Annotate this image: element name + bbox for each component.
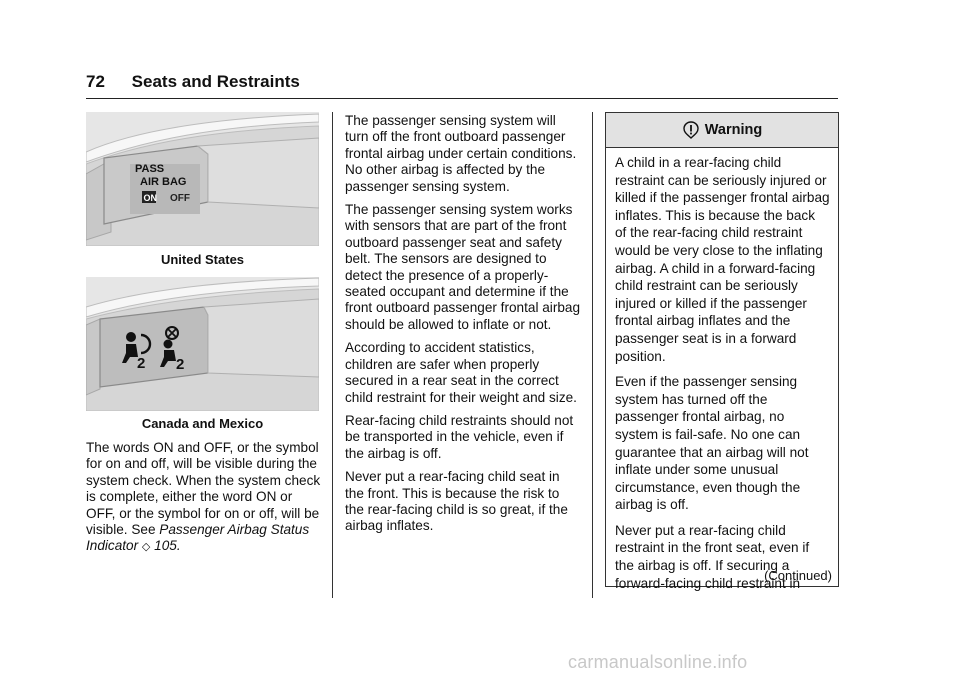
column-divider-right: [592, 112, 593, 598]
column-1-text: [86, 440, 322, 563]
warning-paragraph-3: Never put a rear-facing child restraint in the front seat, even if the airbag is off. If securing a forward-facing child restraint in: [615, 522, 810, 591]
canada-digit-right: 2: [176, 356, 185, 373]
canada-digit-left: 2: [137, 355, 146, 372]
page-number: 72: [86, 72, 105, 91]
column-2-text: [345, 113, 581, 542]
warning-paragraph-2: Even if the passenger sensing system has turned off the passenger frontal airbag, no system is fail-safe. No one can guarantee that an airbag will not inflate under some unusual circumstance, even though the airbag is off.: [615, 374, 809, 513]
continued-label: (Continued): [764, 568, 832, 583]
us-on-label: ON: [143, 193, 157, 203]
warning-paragraph-1: A child in a rear-facing child restraint can be seriously injured or killed if the passenger frontal airbag inflates. This is because the back of the rear-facing child restraint would be very close to the inflating airbag. A child in a forward-facing child restraint can be seriously injured or killed if the passenger frontal airbag inflates and the passenger seat is in a forward position.: [615, 155, 830, 364]
warning-caution-icon: [682, 121, 700, 139]
xref-page[interactable]: 105: [154, 538, 177, 554]
watermark: carmanualsonline.info: [568, 652, 748, 672]
col2-paragraph-1: The passenger sensing system will turn off the front outboard passenger frontal airbag under certain conditions. No other airbag is affected by the passenger sensing system.: [345, 113, 577, 194]
warning-header: [606, 113, 838, 148]
col2-paragraph-5: Never put a rear-facing child seat in the front. This is because the risk to the rear-facing child is so great, if the airbag inflates.: [345, 469, 568, 534]
figure-us-indicator: [86, 112, 319, 246]
xref-title[interactable]: Passenger Airbag Status Indicator: [86, 522, 310, 554]
col1-paragraph: [86, 440, 322, 556]
column-divider-left: [332, 112, 333, 598]
figure-caption-canada: Canada and Mexico: [141, 416, 264, 431]
warning-body: [606, 148, 838, 592]
figure-canada-indicator: [86, 277, 319, 411]
us-pass-label: PASS: [135, 163, 165, 175]
us-indicator-illustration: [86, 112, 319, 246]
xref-period: .: [176, 538, 181, 554]
figure-caption-us: United States: [160, 252, 245, 267]
us-airbag-label: AIR BAG: [140, 176, 187, 188]
col2-paragraph-2: The passenger sensing system works with sensors that are part of the front outboard passenger seat and safety belt. The sensors are designed to detect the presence of a properly-seated occupant and determine if the front outboard passenger frontal airbag should be allowed to inflate or not.: [345, 202, 581, 332]
section-title: Seats and Restraints: [131, 72, 300, 91]
canada-indicator-illustration: [86, 277, 319, 411]
us-off-label: OFF: [170, 193, 190, 204]
xref-arrow-icon: ◇: [141, 541, 151, 554]
warning-title: Warning: [704, 122, 763, 138]
header-rule: [86, 98, 838, 99]
col2-paragraph-3: According to accident statistics, children are safer when properly secured in a rear seat in the correct child restraint for their weight and size.: [345, 340, 577, 405]
col2-paragraph-4: Rear-facing child restraints should not be transported in the vehicle, even if the airbag is off.: [345, 412, 574, 461]
page-header: [86, 72, 300, 92]
col1-body: The words ON and OFF, or the symbol for on and off, will be visible during the system check. When the system check is complete, either the word ON or OFF, or the symbol for on or off, will be visible. See: [86, 440, 321, 538]
warning-box: [605, 112, 839, 591]
